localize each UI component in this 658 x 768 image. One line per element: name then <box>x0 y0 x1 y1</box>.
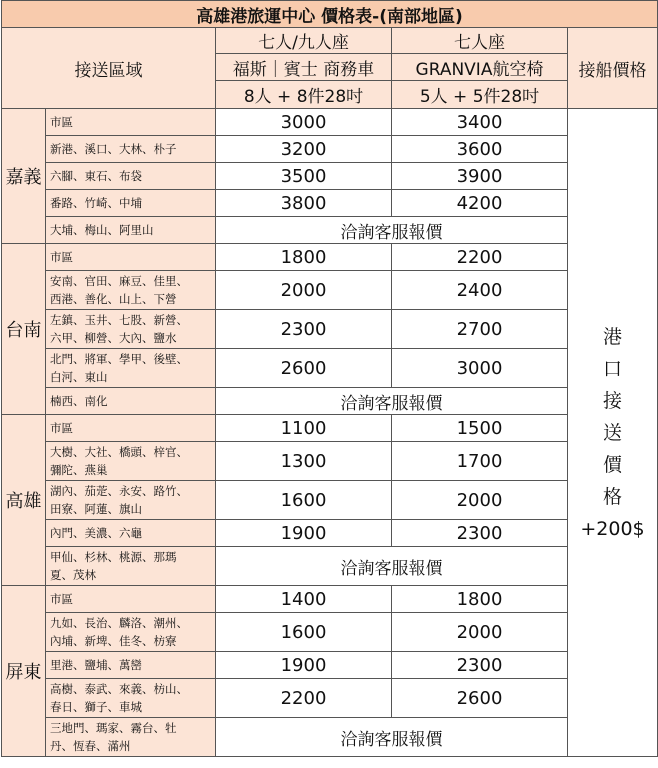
area-line: 內埔、新埤、佳冬、枋寮 <box>50 634 177 648</box>
area-line: 西港、善化、山上、下營 <box>50 292 177 306</box>
area-line: 市區 <box>50 421 73 435</box>
area-line: 六腳、東石、布袋 <box>50 169 142 183</box>
area-line: 北門、將軍、學甲、後壁、 <box>50 352 188 366</box>
table-row <box>2 109 658 136</box>
area-cell <box>46 652 216 679</box>
area-line: 市區 <box>50 250 73 264</box>
area-line: 市區 <box>50 115 73 129</box>
area-line: 市區 <box>50 592 73 606</box>
col1-models-header: 福斯｜賓士 商務車 <box>216 54 392 81</box>
price-col2: 3600 <box>392 136 568 163</box>
table-row <box>2 136 658 163</box>
area-cell <box>46 190 216 217</box>
price-col2: 2000 <box>392 481 568 520</box>
price-col1: 2600 <box>216 349 392 388</box>
area-line: 大埔、梅山、阿里山 <box>50 223 154 237</box>
area-line: 內門、美濃、六龜 <box>50 526 142 540</box>
area-cell <box>46 481 216 520</box>
table-row <box>2 349 658 388</box>
price-col1: 3200 <box>216 136 392 163</box>
price-col2: 1800 <box>392 586 568 613</box>
price-col1: 2200 <box>216 679 392 718</box>
price-body <box>2 109 658 757</box>
area-cell <box>46 679 216 718</box>
price-col1: 1300 <box>216 442 392 481</box>
table-row <box>2 520 658 547</box>
region-name: 高雄 <box>2 415 46 586</box>
area-cell <box>46 613 216 652</box>
table-row <box>2 679 658 718</box>
area-cell <box>46 586 216 613</box>
inquiry-cell: 洽詢客服報價 <box>216 718 568 757</box>
port-price-extra: +200$ <box>580 517 645 540</box>
port-price-char: 價 <box>602 453 622 476</box>
area-line: 新港、溪口、大林、朴子 <box>50 142 177 156</box>
area-line: 左鎮、玉井、七股、新營、 <box>50 313 188 327</box>
price-col2: 1700 <box>392 442 568 481</box>
price-table <box>1 0 658 757</box>
table-row <box>2 310 658 349</box>
col2-models-header: GRANVIA航空椅 <box>392 54 568 81</box>
port-price-char: 港 <box>602 325 622 348</box>
price-col1: 1900 <box>216 520 392 547</box>
region-name: 嘉義 <box>2 109 46 244</box>
table-row <box>2 217 658 244</box>
area-line: 田寮、阿蓮、旗山 <box>50 502 142 516</box>
page-title: 高雄港旅運中心 價格表-(南部地區) <box>2 1 658 28</box>
area-line: 番路、竹崎、中埔 <box>50 196 142 210</box>
price-col1: 1400 <box>216 586 392 613</box>
table-row <box>2 652 658 679</box>
price-col1: 1600 <box>216 613 392 652</box>
area-cell <box>46 136 216 163</box>
price-col2: 2700 <box>392 310 568 349</box>
area-line: 夏、茂林 <box>50 568 96 582</box>
area-cell <box>46 442 216 481</box>
area-line: 彌陀、燕巢 <box>50 463 108 477</box>
region-name: 屏東 <box>2 586 46 757</box>
area-line: 丹、恆春、滿州 <box>50 739 131 753</box>
table-row <box>2 547 658 586</box>
price-col2: 2300 <box>392 520 568 547</box>
price-col2: 2300 <box>392 652 568 679</box>
table-row <box>2 190 658 217</box>
price-col2: 2200 <box>392 244 568 271</box>
table-row <box>2 415 658 442</box>
col2-seats-header: 七人座 <box>392 28 568 54</box>
area-cell <box>46 310 216 349</box>
area-cell <box>46 109 216 136</box>
area-cell <box>46 163 216 190</box>
price-col1: 1900 <box>216 652 392 679</box>
port-price-cell <box>568 109 658 757</box>
table-row <box>2 163 658 190</box>
port-price-char: 送 <box>602 421 622 444</box>
table-row <box>2 271 658 310</box>
price-col2: 1500 <box>392 415 568 442</box>
area-line: 春日、獅子、車城 <box>50 700 142 714</box>
price-col1: 1600 <box>216 481 392 520</box>
area-cell <box>46 718 216 757</box>
area-line: 六甲、柳營、大內、鹽水 <box>50 331 177 345</box>
price-col2: 3400 <box>392 109 568 136</box>
table-row <box>2 613 658 652</box>
port-price-char: 口 <box>602 357 622 380</box>
area-cell <box>46 520 216 547</box>
area-line: 九如、長治、麟洛、潮州、 <box>50 616 188 630</box>
inquiry-cell: 洽詢客服報價 <box>216 388 568 415</box>
area-cell <box>46 217 216 244</box>
area-cell <box>46 271 216 310</box>
area-cell <box>46 415 216 442</box>
port-header: 接船價格 <box>568 28 658 109</box>
area-line: 楠西、南化 <box>50 394 108 408</box>
table-row <box>2 586 658 613</box>
area-line: 湖內、茄萣、永安、路竹、 <box>50 484 188 498</box>
price-col1: 1100 <box>216 415 392 442</box>
price-col1: 3000 <box>216 109 392 136</box>
area-line: 高樹、泰武、來義、枋山、 <box>50 682 188 696</box>
region-name: 台南 <box>2 244 46 415</box>
area-line: 三地門、瑪家、霧台、牡 <box>50 721 177 735</box>
area-line: 大樹、大社、橋頭、梓官、 <box>50 445 188 459</box>
price-col1: 3800 <box>216 190 392 217</box>
table-row <box>2 388 658 415</box>
area-line: 甲仙、杉林、桃源、那瑪 <box>50 550 177 564</box>
area-header: 接送區域 <box>2 28 216 109</box>
col2-capacity-header: 5人 + 5件28吋 <box>392 81 568 109</box>
port-price-char: 格 <box>602 485 622 508</box>
table-row <box>2 442 658 481</box>
price-col2: 3000 <box>392 349 568 388</box>
price-col2: 2000 <box>392 613 568 652</box>
port-price-char: 接 <box>602 389 622 412</box>
col1-seats-header: 七人/九人座 <box>216 28 392 54</box>
area-line: 里港、鹽埔、萬巒 <box>50 658 142 672</box>
inquiry-cell: 洽詢客服報價 <box>216 547 568 586</box>
area-cell <box>46 547 216 586</box>
area-cell <box>46 349 216 388</box>
inquiry-cell: 洽詢客服報價 <box>216 217 568 244</box>
table-row <box>2 244 658 271</box>
price-col1: 1800 <box>216 244 392 271</box>
col1-capacity-header: 8人 + 8件28吋 <box>216 81 392 109</box>
table-row <box>2 718 658 757</box>
area-line: 安南、官田、麻豆、佳里、 <box>50 274 188 288</box>
table-row <box>2 481 658 520</box>
area-cell <box>46 244 216 271</box>
price-col1: 2300 <box>216 310 392 349</box>
area-cell <box>46 388 216 415</box>
price-col1: 3500 <box>216 163 392 190</box>
price-col2: 4200 <box>392 190 568 217</box>
price-col2: 2400 <box>392 271 568 310</box>
price-col2: 3900 <box>392 163 568 190</box>
area-line: 白河、東山 <box>50 370 108 384</box>
price-col1: 2000 <box>216 271 392 310</box>
price-col2: 2600 <box>392 679 568 718</box>
